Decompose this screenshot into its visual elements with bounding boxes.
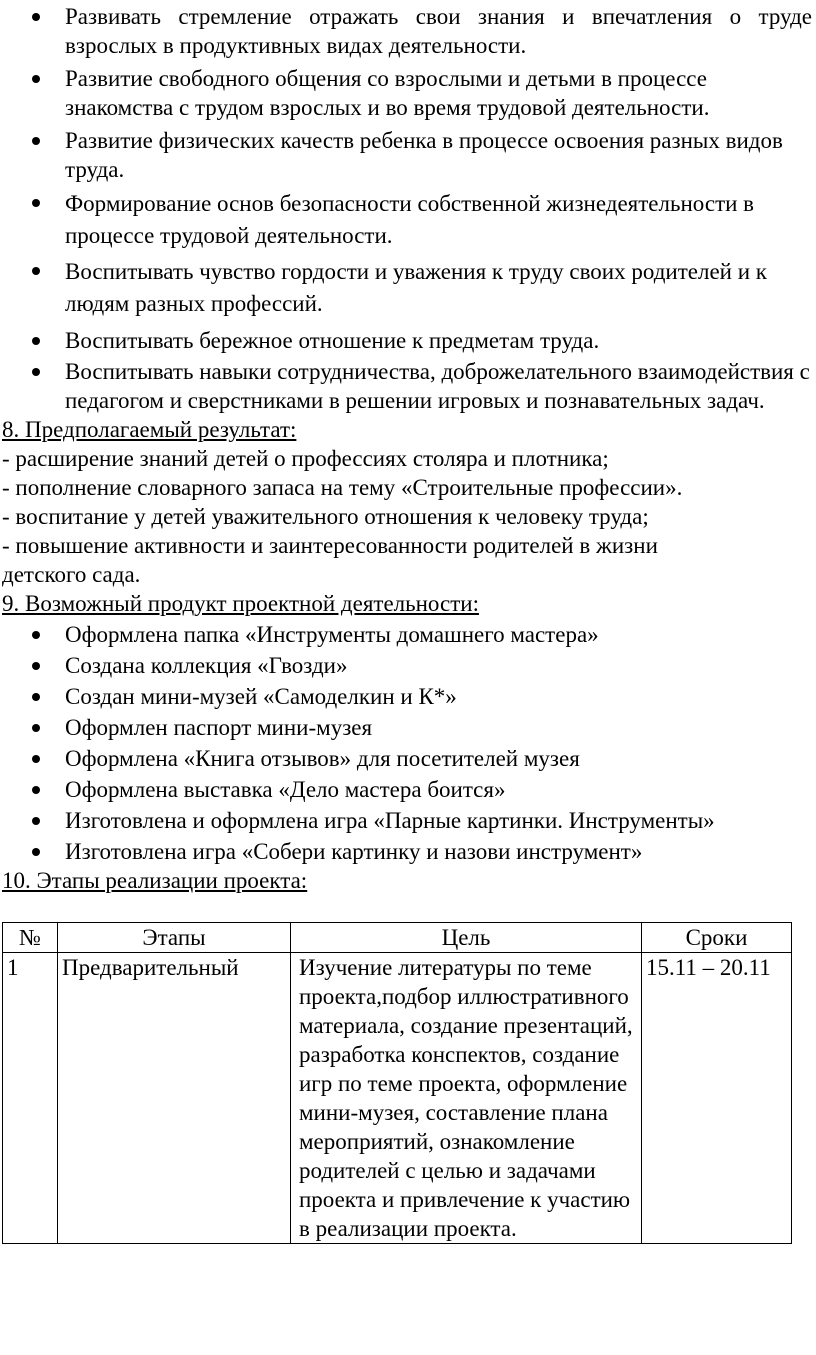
list-item: Оформлена выставка «Дело мастера боится» — [0, 775, 816, 804]
column-header-goal: Цель — [291, 923, 642, 953]
result-item: - пополнение словарного запаса на тему «Строительные профессии». — [2, 475, 683, 500]
list-item: Изготовлена игра «Собери картинку и назови инструмент» — [0, 837, 816, 866]
list-item: Создана коллекция «Гвозди» — [0, 651, 816, 680]
list-item: Воспитывать чувство гордости и уважения к труду своих родителей и к людям разных профессий. — [0, 256, 816, 320]
list-item: Оформлен паспорт мини-музея — [0, 713, 816, 742]
stages-heading: 10. Этапы реализации проекта: — [2, 868, 308, 893]
list-item: Развитие физических качеств ребенка в процессе освоения разных видов труда. — [0, 126, 816, 184]
stages-table — [2, 922, 792, 1244]
results-heading: 8. Предполагаемый результат: — [2, 417, 297, 442]
table-row — [3, 953, 792, 1244]
result-item: - расширение знаний детей о профессиях столяра и плотника; — [2, 446, 609, 471]
list-item: Оформлена «Книга отзывов» для посетителей музея — [0, 744, 816, 773]
list-item: Изготовлена и оформлена игра «Парные картинки. Инструменты» — [0, 806, 816, 835]
column-header-stage: Этапы — [58, 923, 291, 953]
list-item: Воспитывать навыки сотрудничества, доброжелательного взаимодействия с педагогом и сверстниками в решении игровых и познавательных задач. — [0, 357, 816, 415]
column-header-dates: Сроки — [642, 923, 792, 953]
product-list — [0, 620, 816, 866]
list-item: Формирование основ безопасности собственной жизнедеятельности в процессе трудовой деятельности. — [0, 188, 816, 252]
list-item: Развивать стремление отражать свои знания и впечатления о труде взрослых в продуктивных видах деятельности. — [0, 2, 816, 60]
list-item: Создан мини-музей «Самоделкин и К*» — [0, 682, 816, 711]
list-item: Воспитывать бережное отношение к предметам труда. — [0, 326, 816, 355]
cell-dates: 15.11 – 20.11 — [642, 953, 792, 1244]
table-header-row — [3, 923, 792, 953]
column-header-number: № — [3, 923, 58, 953]
goals-list — [0, 2, 816, 415]
cell-number: 1 — [3, 953, 58, 1244]
cell-stage: Предварительный — [58, 953, 291, 1244]
result-item: - повышение активности и заинтересованности родителей в жизни детского сада. — [2, 533, 658, 587]
result-item: - воспитание у детей уважительного отношения к человеку труда; — [2, 504, 649, 529]
list-item: Развитие свободного общения со взрослыми и детьми в процессе знакомства с трудом взрослых и во время трудовой деятельности. — [0, 64, 816, 122]
product-heading: 9. Возможный продукт проектной деятельности: — [2, 591, 479, 616]
cell-goal: Изучение литературы по теме проекта,подбор иллюстративного материала, создание презентаций, разработка конспектов, создание игр по теме проекта, оформление мини-музея, составление плана мероприятий, ознакомление родителей с целью и задачами проекта и привлечение к участию в реализации проекта. — [291, 953, 642, 1244]
document-page — [0, 2, 816, 1355]
list-item: Оформлена папка «Инструменты домашнего мастера» — [0, 620, 816, 649]
